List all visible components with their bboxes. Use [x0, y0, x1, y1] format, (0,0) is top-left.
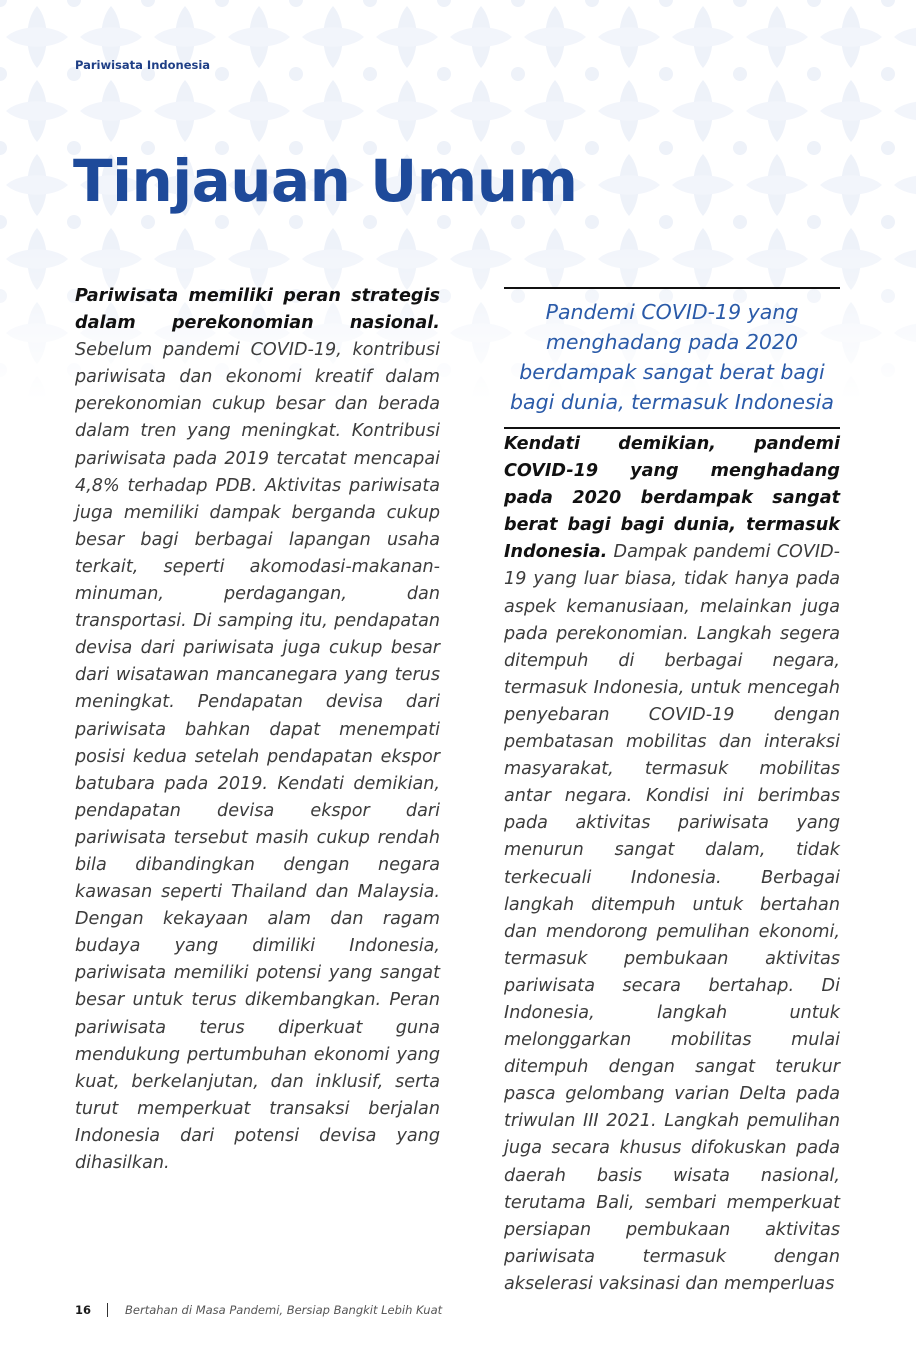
- right-body-text: Dampak pandemi COVID-19 yang luar biasa, tidak hanya pada aspek kemanusiaan, melainkan juga pada perekonomian. Langkah segera ditempuh di berbagai negara, termasuk Indonesia, untuk mencegah penyebaran COVID-19 dengan pembatasan mobilitas dan interaksi masyarakat, termasuk mobilitas antar negara. Kondisi ini berimbas pada aktivitas pariwisata yang menurun sangat dalam, tidak terkecuali Indonesia. Berbagai langkah ditempuh untuk bertahan dan mendorong pemulihan ekonomi, termasuk pembukaan aktivitas pariwisata secara bertahap. Di Indonesia, langkah untuk melonggarkan mobilitas mulai ditempuh dengan sangat terukur pasca gelombang varian Delta pada triwulan III 2021. Langkah pemulihan juga secara khusus difokuskan pada daerah basis wisata nasional, terutama Bali, sembari memperkuat persiapan pembukaan aktivitas pariwisata termasuk dengan akselerasi vaksinasi dan memperluas: [504, 542, 840, 1294]
- page-footer: [75, 1303, 442, 1317]
- right-column: [504, 431, 840, 1298]
- running-header: Pariwisata Indonesia: [75, 58, 211, 72]
- pull-quote: Pandemi COVID-19 yang menghadang pada 2020 berdampak sangat berat bagi bagi dunia, termasuk Indonesia: [504, 287, 840, 429]
- left-lead-sentence: Pariwisata memiliki peran strategis dalam perekonomian nasional.: [75, 286, 440, 334]
- footer-book-title: Bertahan di Masa Pandemi, Bersiap Bangkit Lebih Kuat: [125, 1303, 443, 1317]
- page-title: Tinjauan Umum: [73, 147, 578, 215]
- footer-divider: [107, 1303, 108, 1317]
- left-column: [75, 283, 440, 1177]
- right-paragraph: [504, 431, 840, 1298]
- left-body-text: Sebelum pandemi COVID-19, kontribusi pariwisata dan ekonomi kreatif dalam perekonomian cukup besar dan berada dalam tren yang meningkat. Kontribusi pariwisata pada 2019 tercatat mencapai 4,8% terhadap PDB. Aktivitas pariwisata juga memiliki dampak berganda cukup besar bagi berbagai lapangan usaha terkait, seperti akomodasi-makanan-minuman, perdagangan, dan transportasi. Di samping itu, pendapatan devisa dari pariwisata juga cukup besar dari wisatawan mancanegara yang terus meningkat. Pendapatan devisa dari pariwisata bahkan dapat menempati posisi kedua setelah pendapatan ekspor batubara pada 2019. Kendati demikian, pendapatan devisa ekspor dari pariwisata tersebut masih cukup rendah bila dibandingkan dengan negara kawasan seperti Thailand dan Malaysia. Dengan kekayaan alam dan ragam budaya yang dimiliki Indonesia, pariwisata memiliki potensi yang sangat besar untuk terus dikembangkan. Peran pariwisata terus diperkuat guna mendukung pertumbuhan ekonomi yang kuat, berkelanjutan, dan inklusif, serta turut memperkuat transaksi berjalan Indonesia dari potensi devisa yang dihasilkan.: [75, 340, 440, 1173]
- left-paragraph: [75, 283, 440, 1177]
- page-number: 16: [75, 1303, 92, 1317]
- right-lead-sentence: Kendati demikian, pandemi COVID-19 yang menghadang pada 2020 berdampak sangat berat bagi bagi dunia, termasuk Indonesia.: [504, 434, 840, 563]
